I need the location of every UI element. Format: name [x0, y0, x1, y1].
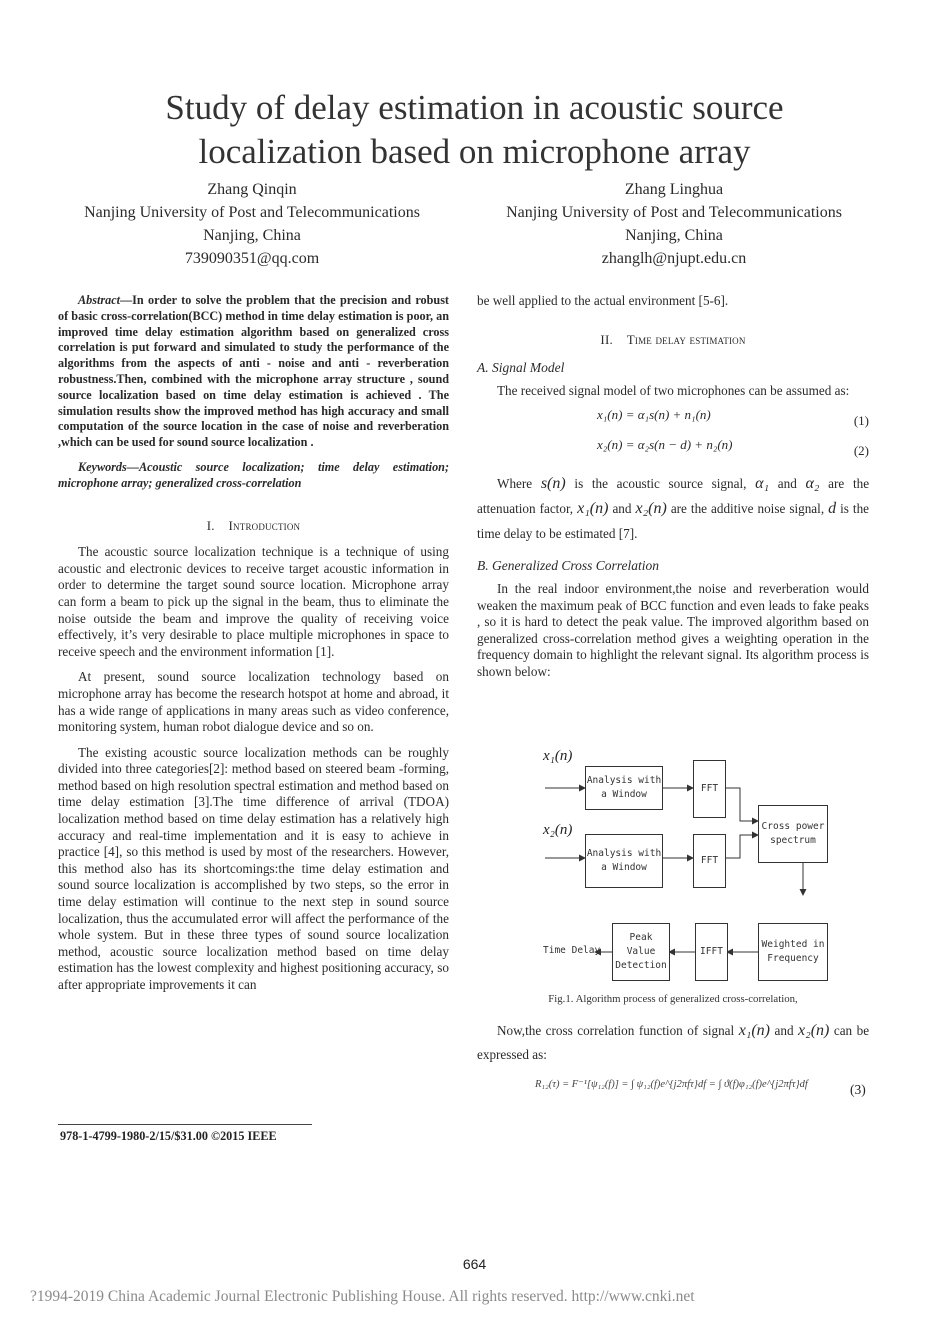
author-email: 739090351@qq.com	[184, 250, 320, 267]
box-label: FFT	[700, 855, 719, 866]
algorithm-flow-diagram	[535, 745, 875, 995]
copyright-watermark: ?1994-2019 China Academic Journal Electronic Publishing House. All rights reserved. http://www.cnki.net	[30, 1288, 695, 1305]
equation-3-number: (3)	[850, 1082, 866, 1097]
box-label: a Window	[601, 862, 647, 873]
var-x1: x₁(n)	[738, 1022, 771, 1039]
subsection-signal-model: A. Signal Model	[477, 360, 565, 376]
ifft-box	[695, 923, 728, 981]
box-label: spectrum	[770, 835, 816, 846]
author-block-2	[464, 178, 884, 270]
isbn-note: 978-1-4799-1980-2/15/$31.00 ©2015 IEEE	[60, 1129, 277, 1143]
box-label: Detection	[615, 960, 667, 971]
var-x2: x₂(n)	[798, 1022, 830, 1039]
input-x2-label: x₂(n)	[543, 822, 573, 838]
page-number: 664	[462, 1256, 487, 1272]
now-text: can be expressed as:	[477, 1023, 870, 1062]
abstract-label: Abstract	[78, 293, 120, 307]
where-paragraph	[477, 471, 869, 546]
where-text: is the time delay to be estimated [7].	[477, 501, 870, 542]
box-label: Peak Value	[626, 932, 656, 957]
where-text: and	[612, 501, 632, 517]
box-label: Analysis with	[586, 848, 662, 859]
weighted-frequency-box	[758, 923, 828, 981]
var-x1: x₁(n)	[577, 500, 609, 518]
subsection-gcc: B. Generalized Cross Correlation	[477, 558, 659, 574]
box-label: FFT	[700, 783, 719, 794]
where-text: are the additive noise signal,	[670, 501, 825, 517]
intro-paragraph-1: The acoustic source localization technique is a technique of using acoustic and electronic devices to receive target acoustic information in order to determine the target sound source location. Microphone array can form a beam to pick up the signal in the beam, thus to eliminate the noise outside the beam and improve the quality of receiving voice effectively, it’s very desirable to place multiple microphones in space to receive speech and the environment information [1].	[58, 544, 449, 659]
author-affiliation: Nanjing University of Post and Telecommunications	[84, 204, 420, 221]
box-label: Frequency	[767, 953, 819, 964]
now-text: and	[774, 1023, 794, 1038]
author-city: Nanjing, China	[625, 227, 723, 244]
equation-3: R₁₂(τ) = F⁻¹[ψ₁₂(f)] = ∫ ψ₁₂(f)e^{j2πfτ}df = ∫ ϑ(f)φ₁₂(f)e^{j2πfτ}df	[535, 1079, 808, 1090]
section-number: I.	[206, 517, 215, 533]
title-line-1: Study of delay estimation in acoustic source	[165, 88, 784, 127]
equation-2-number: (2)	[853, 443, 869, 459]
analysis-window-box-2	[585, 834, 663, 888]
section-heading-introduction	[58, 518, 449, 535]
peak-detection-box	[612, 923, 670, 981]
section-heading-time-delay	[477, 332, 869, 349]
continuation-text: be well applied to the actual environment [5-6].	[477, 293, 729, 308]
where-text: is the acoustic source signal,	[574, 476, 747, 492]
author-email: zhanglh@njupt.edu.cn	[601, 250, 747, 267]
figure-caption: Fig.1. Algorithm process of generalized cross-correlation,	[548, 993, 798, 1005]
author-block-1	[42, 178, 462, 270]
equation-1-expr: x₁(n) = α₁s(n) + n₁(n)	[597, 407, 711, 423]
box-label: Weighted in	[761, 939, 825, 950]
now-paragraph	[477, 1019, 869, 1067]
footer-divider	[58, 1124, 312, 1125]
section-title: Introduction	[228, 517, 301, 533]
fft-box-2	[693, 834, 726, 888]
abstract	[58, 293, 449, 451]
input-x1-label: x₁(n)	[543, 748, 573, 764]
time-delay-label: Time Delay	[543, 945, 601, 956]
equation-2-expr: x₂(n) = α₂s(n − d) + n₂(n)	[597, 437, 733, 453]
title-line-2: localization based on microphone array	[198, 132, 751, 171]
box-label: Analysis with	[586, 775, 662, 786]
box-label: Cross power	[761, 821, 825, 832]
section-title: Time delay estimation	[626, 331, 746, 347]
author-affiliation: Nanjing University of Post and Telecommunications	[506, 204, 842, 221]
now-paragraph-block	[477, 1019, 869, 1076]
box-label: a Window	[601, 789, 647, 800]
intro-paragraph-2: At present, sound source localization technology based on microphone array has become the research hotspot at home and abroad, it has a wide range of applications in many areas such as video conference, monitoring system, human robot dialogue device and so on.	[58, 669, 449, 735]
var-d: d	[828, 500, 837, 518]
author-city: Nanjing, China	[203, 227, 301, 244]
equation-1-number: (1)	[853, 413, 869, 429]
where-text: are the attenuation factor,	[477, 476, 870, 517]
fft-box-1	[693, 760, 726, 818]
signal-model-text: The received signal model of two microphones can be assumed as:	[497, 382, 850, 398]
var-alpha2: α₂	[805, 475, 820, 493]
paper-title	[60, 86, 889, 174]
keywords-text: —Acoustic source localization; time delay estimation; microphone array; generalized cross-correlation	[58, 459, 449, 490]
var-alpha1: α₁	[755, 475, 770, 493]
abstract-text: —In order to solve the problem that the precision and robust of basic cross-correlation(BCC) method in time delay estimation is poor, an improved time delay estimation algorithm based on generalized cross correlation is put forward and simulated to study the performance of the algorithms from the aspects of anti - noise and anti - reverberation robustness.Then, combined with the microphone array structure , sound source localization based on time delay estimation is achieved . The simulation results show the improved method has high accuracy and small computation of the source location in the case of noise and reverberation ,which can be used for sound source localization .	[58, 293, 449, 450]
equation-1	[477, 403, 869, 433]
keywords	[58, 460, 449, 492]
keywords-label: Keywords	[78, 459, 127, 474]
box-label: IFFT	[700, 946, 723, 957]
author-name: Zhang Qinqin	[207, 181, 297, 198]
now-text: Now,the cross correlation function of signal	[497, 1023, 735, 1038]
gcc-text: In the real indoor environment,the noise and reverberation would weaken the maximum peak of BCC function and even leads to fake peaks , so it is hard to detect the peak value. The improved algorithm based on generalized cross-correlation method gives a weighting operation in the frequency domain to highlight the relevant signal. Its algorithm process is shown below:	[477, 580, 869, 679]
equation-2	[477, 433, 869, 463]
var-x2: x₂(n)	[635, 500, 667, 518]
author-name: Zhang Linghua	[624, 181, 724, 198]
intro-paragraph-3: The existing acoustic source localization methods can be roughly divided into three categories[2]: method based on steered beam -forming, method based on high resolution spectral estimation and method based on time delay estimation [3].The time difference of arrival (TDOA) localization method based on time delay estimation has a relatively high accuracy and real‑time implementation and it is easy to achieve in practice [4], so this method is used by most of the researchers. However, this method also has its shortcomings:the time delay estimation and sound source localization is accomplished by two steps, so the error in time delay estimation will continue to the next step in sound source localization, thus the accumulated error will affect the performance of the whole system. But in these three types of sound source localization method, acoustic source localization method based on time delay estimation has the lowest complexity and highest positioning accuracy, so after appropriate improvements it can	[58, 744, 449, 992]
where-text: Where	[497, 476, 533, 492]
where-text: and	[777, 476, 797, 492]
cross-power-spectrum-box	[758, 805, 828, 863]
analysis-window-box-1	[585, 766, 663, 810]
section-number: II.	[600, 331, 613, 347]
left-column	[58, 293, 449, 1003]
right-column	[477, 293, 869, 690]
var-s: s(n)	[540, 475, 566, 493]
